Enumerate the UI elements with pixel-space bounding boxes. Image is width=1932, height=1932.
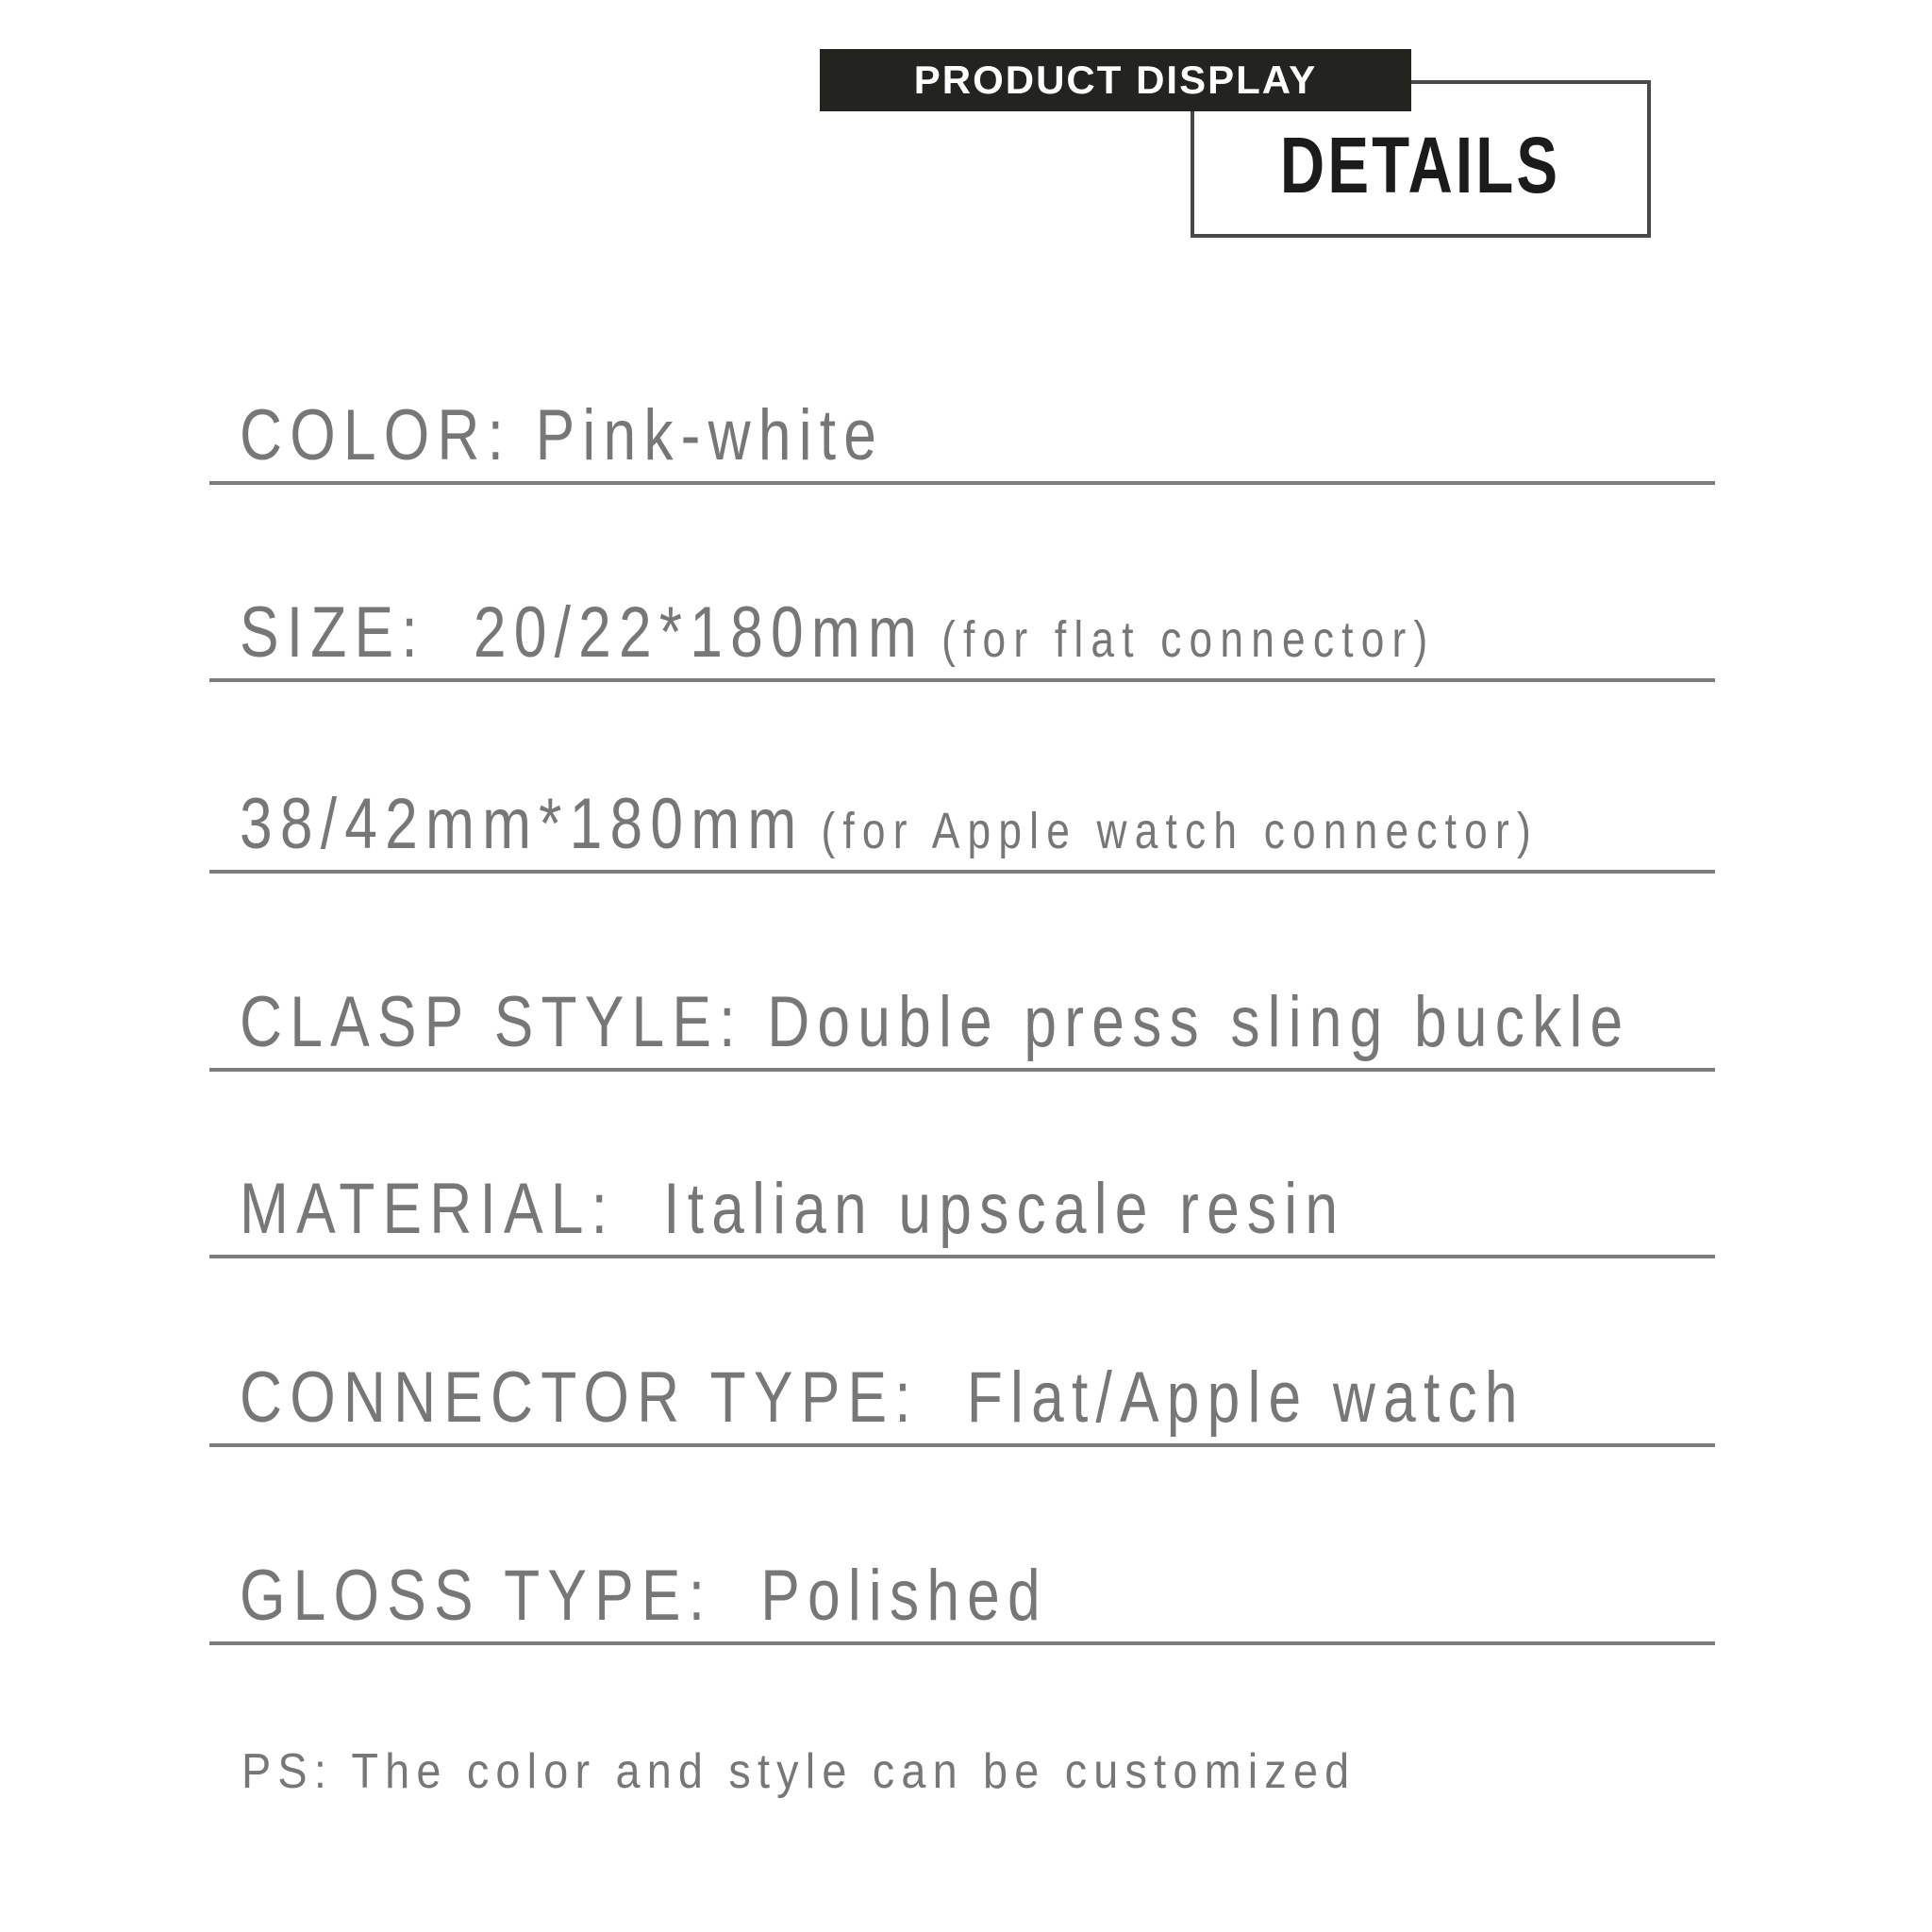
product-display-title: PRODUCT DISPLAY bbox=[913, 58, 1318, 102]
spec-main: 38/42mm*180mm bbox=[240, 784, 805, 864]
product-display-banner bbox=[820, 49, 1411, 111]
divider-line bbox=[209, 481, 1715, 485]
spec-main: CONNECTOR TYPE: Flat/Apple watch bbox=[240, 1357, 1525, 1438]
spec-row-clasp-style bbox=[209, 926, 1715, 1072]
ps-footnote: PS: The color and style can be customized bbox=[242, 1744, 1357, 1799]
divider-line bbox=[209, 1255, 1715, 1258]
spec-text bbox=[240, 982, 1631, 1062]
spec-main: CLASP STYLE: Double press sling buckle bbox=[240, 982, 1631, 1062]
spec-text bbox=[240, 784, 1539, 864]
spec-main: MATERIAL: Italian upscale resin bbox=[240, 1169, 1346, 1249]
spec-main: COLOR: Pink-white bbox=[240, 395, 885, 475]
spec-row-connector-type bbox=[209, 1302, 1715, 1447]
divider-line bbox=[209, 870, 1715, 874]
spec-main: GLOSS TYPE: Polished bbox=[240, 1556, 1048, 1636]
divider-line bbox=[209, 1443, 1715, 1447]
spec-row-size-flat bbox=[209, 537, 1715, 682]
spec-text bbox=[240, 1169, 1346, 1249]
spec-text bbox=[240, 395, 885, 475]
divider-line bbox=[209, 678, 1715, 682]
spec-note: (for flat connector) bbox=[941, 611, 1436, 668]
divider-line bbox=[209, 1641, 1715, 1645]
spec-main: SIZE: 20/22*180mm bbox=[240, 592, 925, 673]
spec-note: (for Apple watch connector) bbox=[821, 803, 1539, 859]
details-title: DETAILS bbox=[1280, 121, 1561, 209]
spec-row-color bbox=[209, 340, 1715, 485]
spec-row-material bbox=[209, 1113, 1715, 1258]
divider-line bbox=[209, 1068, 1715, 1072]
spec-row-size-apple-watch bbox=[209, 728, 1715, 874]
spec-text bbox=[240, 592, 1436, 673]
spec-text bbox=[240, 1357, 1525, 1438]
spec-row-gloss-type bbox=[209, 1500, 1715, 1645]
spec-text bbox=[240, 1556, 1048, 1636]
